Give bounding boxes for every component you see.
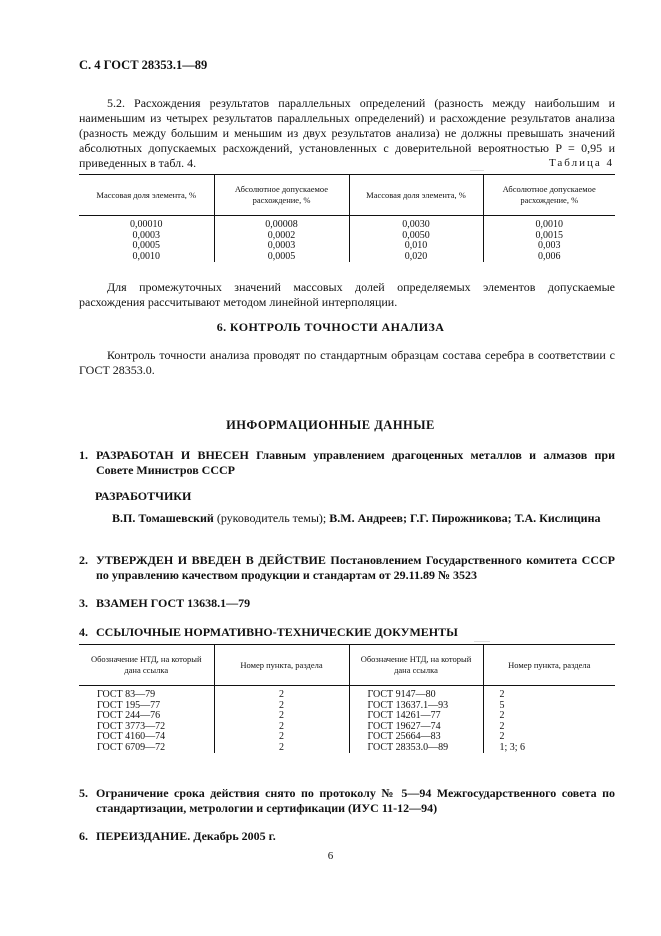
table-cell: ГОСТ 244—76 — [79, 711, 214, 722]
info-item-5 — [79, 786, 615, 816]
ntd-header-cell: Номер пункта, раздела — [214, 645, 349, 686]
info-item-text: Ограничение срока действия снято по протоколу № 5—94 Межгосударственного совета по стандартизации, метрологии и сертификации (ИУС 11-12—94) — [96, 786, 615, 815]
ntd-header-cell: Обозначение НТД, на который дана ссылка — [79, 645, 214, 686]
table-row — [79, 241, 615, 252]
info-item-2 — [79, 553, 615, 583]
ntd-header-row — [79, 645, 615, 686]
table-4-header-cell: Массовая доля элемента, % — [349, 175, 483, 216]
table-cell: ГОСТ 9147—80 — [349, 686, 483, 701]
table-row — [79, 732, 615, 743]
table-row — [79, 252, 615, 263]
info-item-text: УТВЕРЖДЕН И ВВЕДЕН В ДЕЙСТВИЕ Постановлением Государственного комитета СССР по управлению качеством продукции и стандартам от 29.11.89 № 3523 — [96, 553, 615, 582]
page-number: 6 — [327, 850, 334, 862]
table-cell: ГОСТ 195—77 — [79, 701, 214, 712]
table-cell: 0,0030 — [349, 216, 483, 231]
info-item-number: 5. — [79, 786, 88, 800]
table-cell: 2 — [214, 732, 349, 743]
info-item-text: ССЫЛОЧНЫЕ НОРМАТИВНО-ТЕХНИЧЕСКИЕ ДОКУМЕНТЫ — [96, 625, 458, 639]
table-cell: 0,0003 — [79, 231, 214, 242]
developer-role: (руководитель темы); — [213, 511, 330, 525]
table-cell: 2 — [214, 722, 349, 733]
table-row — [79, 711, 615, 722]
table-cell: ГОСТ 14261—77 — [349, 711, 483, 722]
table-4-caption: Таблица 4 — [548, 157, 614, 169]
table-4-header-row — [79, 175, 615, 216]
table-row — [79, 686, 615, 701]
table-4 — [79, 174, 615, 262]
section-5-2-paragraph: 5.2. Расхождения результатов параллельных определений (разность между наибольшим и наименьшим из четырех результатов параллельных определений) и расхождение результатов анализа (разность между большим и меньшим из двух результатов анализа) не должны превышать значений абсолютных допускаемых расхождений, установленных с доверительной вероятностью P = 0,95 и приведенных в табл. 4. — [79, 96, 615, 170]
table-cell: 0,0010 — [535, 219, 563, 230]
table-cell: 0,0002 — [214, 231, 349, 242]
table-cell: ГОСТ 28353.0—89 — [349, 743, 483, 754]
info-item-text: РАЗРАБОТАН И ВНЕСЕН Главным управлением драгоценных металлов и алмазов при Совете Министров СССР — [96, 448, 615, 477]
ntd-header-cell: Обозначение НТД, на который дана ссылка — [349, 645, 483, 686]
table-cell: ГОСТ 4160—74 — [79, 732, 214, 743]
info-item-text: ПЕРЕИЗДАНИЕ. Декабрь 2005 г. — [96, 829, 276, 843]
table-cell: 2 — [214, 711, 349, 722]
developers-label: РАЗРАБОТЧИКИ — [95, 489, 192, 503]
info-title: ИНФОРМАЦИОННЫЕ ДАННЫЕ — [226, 418, 435, 432]
info-item-1 — [79, 448, 615, 478]
table-cell: 2 — [214, 701, 349, 712]
table-cell: 0,0015 — [535, 229, 563, 241]
table-cell: 2 — [499, 720, 505, 732]
table-row — [79, 216, 615, 231]
table-cell: ГОСТ 3773—72 — [79, 722, 214, 733]
table-4-header-cell: Абсолютное допускаемое расхождение, % — [214, 175, 349, 216]
table-cell: 0,00008 — [214, 216, 349, 231]
table-cell: 0,00010 — [79, 216, 214, 231]
info-item-6 — [79, 829, 615, 844]
table-cell: 0,006 — [538, 250, 561, 262]
table-cell: 0,0005 — [214, 252, 349, 263]
table-cell: ГОСТ 19627—74 — [349, 722, 483, 733]
info-item-4 — [79, 625, 615, 640]
table-4-header-cell: Абсолютное допускаемое расхождение, % — [483, 175, 615, 216]
table-cell: 0,0050 — [349, 231, 483, 242]
info-item-3 — [79, 596, 615, 611]
info-item-number: 1. — [79, 448, 88, 462]
table-cell: 2 — [499, 710, 505, 721]
table-cell: 2 — [499, 689, 505, 700]
table-4-header-cell: Массовая доля элемента, % — [79, 175, 214, 216]
info-item-number: 2. — [79, 553, 88, 567]
info-item-number: 3. — [79, 596, 88, 610]
table-cell: 0,020 — [349, 252, 483, 263]
scan-artifact — [474, 641, 490, 642]
developer-name: В.П. Томашевский — [112, 511, 214, 525]
developers-list — [112, 511, 615, 526]
table-cell: 2 — [214, 686, 349, 701]
table-cell: 1; 3; 6 — [499, 741, 526, 753]
interpolation-paragraph: Для промежуточных значений массовых долей определяемых элементов допускаемые расхождения рассчитывают методом линейной интерполяции. — [79, 280, 615, 309]
table-cell: ГОСТ 6709—72 — [79, 743, 214, 754]
table-cell: 0,010 — [349, 241, 483, 252]
page-header: С. 4 ГОСТ 28353.1—89 — [79, 58, 208, 72]
ntd-references-table — [79, 644, 615, 753]
table-cell: ГОСТ 13637.1—93 — [349, 701, 483, 712]
table-cell: 0,0003 — [214, 241, 349, 252]
table-cell: ГОСТ 83—79 — [79, 686, 214, 701]
developer-names-rest: В.М. Андреев; Г.Г. Пирожникова; Т.А. Кислицина — [329, 511, 601, 525]
info-item-number: 4. — [79, 625, 88, 639]
section-6-title: 6. КОНТРОЛЬ ТОЧНОСТИ АНАЛИЗА — [216, 320, 445, 334]
table-row — [79, 743, 615, 754]
table-cell: 0,0010 — [79, 252, 214, 263]
ntd-header-cell: Номер пункта, раздела — [483, 645, 615, 686]
scan-artifact — [470, 170, 484, 171]
table-cell: 0,003 — [538, 240, 561, 251]
info-item-text: ВЗАМЕН ГОСТ 13638.1—79 — [96, 596, 251, 610]
table-cell: 2 — [499, 731, 505, 742]
table-cell: 5 — [499, 699, 505, 711]
table-cell: 0,0005 — [79, 241, 214, 252]
table-cell: ГОСТ 25664—83 — [349, 732, 483, 743]
info-item-number: 6. — [79, 829, 88, 843]
table-cell: 2 — [214, 743, 349, 754]
section-6-paragraph: Контроль точности анализа проводят по стандартным образцам состава серебра в соответствии с ГОСТ 28353.0. — [79, 348, 615, 377]
